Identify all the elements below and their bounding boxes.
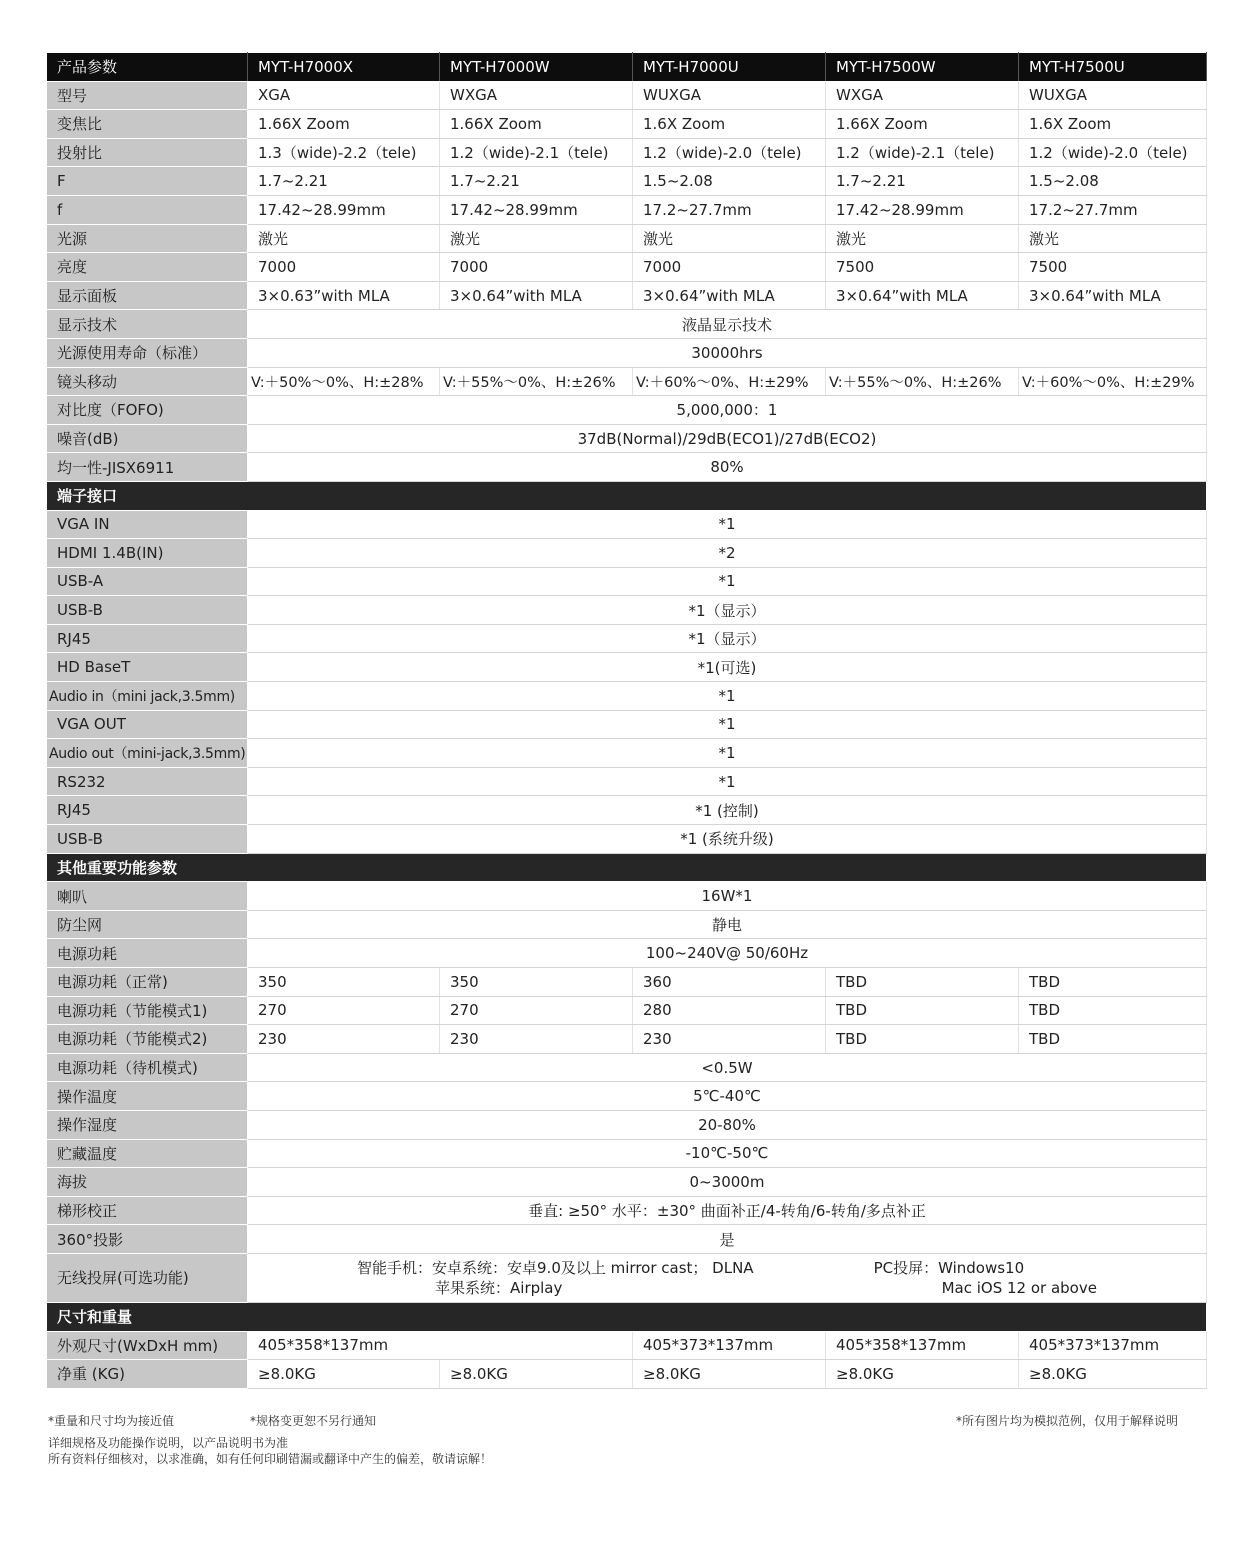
port-row xyxy=(47,539,1207,568)
row-label: 对比度（FOFO) xyxy=(47,396,248,425)
row-label: 操作温度 xyxy=(47,1082,248,1111)
spec-row xyxy=(47,1196,1207,1225)
cell-value: 270 xyxy=(248,996,440,1025)
row-label: 变焦比 xyxy=(47,110,248,139)
cell-value: ≥8.0KG xyxy=(440,1360,633,1389)
row-label: VGA IN xyxy=(47,510,248,539)
spec-row xyxy=(47,338,1207,367)
merged-value: *1（显示） xyxy=(248,596,1207,625)
port-row xyxy=(47,825,1207,854)
row-label: 型号 xyxy=(47,81,248,110)
row-label: RJ45 xyxy=(47,796,248,825)
row-label: RS232 xyxy=(47,767,248,796)
footnote-disclaimer: 所有资料仔细核对，以求准确，如有任何印刷错漏或翻译中产生的偏差，敬请谅解！ xyxy=(48,1452,493,1466)
footnote-images: *所有图片均为模拟范例，仅用于解释说明 xyxy=(956,1414,1179,1428)
cell-value: 3×0.63”with MLA xyxy=(248,281,440,310)
cell-value: 230 xyxy=(440,1025,633,1054)
spec-row xyxy=(47,1139,1207,1168)
cell-value: 1.2（wide)-2.0（tele) xyxy=(1019,138,1207,167)
row-label: Audio in（mini jack,3.5mm) xyxy=(47,682,248,711)
spec-row xyxy=(47,224,1207,253)
cell-value: 1.66X Zoom xyxy=(826,110,1019,139)
cell-value: WUXGA xyxy=(633,81,826,110)
cell-value: 1.6X Zoom xyxy=(633,110,826,139)
cell-value: 激光 xyxy=(826,224,1019,253)
spec-row xyxy=(47,424,1207,453)
cell-value: 270 xyxy=(440,996,633,1025)
port-row xyxy=(47,596,1207,625)
spec-row xyxy=(47,1082,1207,1111)
cell-value: 230 xyxy=(248,1025,440,1054)
spec-row xyxy=(47,281,1207,310)
model-name: MYT-H7000W xyxy=(440,53,633,82)
row-label: F xyxy=(47,167,248,196)
merged-value: <0.5W xyxy=(248,1053,1207,1082)
cell-value: XGA xyxy=(248,81,440,110)
row-label: 电源功耗（正常) xyxy=(47,968,248,997)
cell-value: 1.7~2.21 xyxy=(248,167,440,196)
spec-row xyxy=(47,110,1207,139)
spec-table xyxy=(46,52,1207,1389)
cell-value: 3×0.64”with MLA xyxy=(633,281,826,310)
port-row xyxy=(47,624,1207,653)
power-row xyxy=(47,1025,1207,1054)
row-label: 喇叭 xyxy=(47,882,248,911)
port-row xyxy=(47,653,1207,682)
spec-row xyxy=(47,195,1207,224)
port-row xyxy=(47,567,1207,596)
cell-value: 17.2~27.7mm xyxy=(633,195,826,224)
cell-value: 7000 xyxy=(633,253,826,282)
merged-value: -10℃-50℃ xyxy=(248,1139,1207,1168)
merged-value: *1（显示） xyxy=(248,624,1207,653)
merged-value: *1 xyxy=(248,710,1207,739)
merged-value: 37dB(Normal)/29dB(ECO1)/27dB(ECO2) xyxy=(248,424,1207,453)
spec-row xyxy=(47,910,1207,939)
cell-value: ≥8.0KG xyxy=(633,1360,826,1389)
model-name: MYT-H7500W xyxy=(826,53,1019,82)
port-row xyxy=(47,682,1207,711)
cell-value: 1.7~2.21 xyxy=(440,167,633,196)
header-label: 产品参数 xyxy=(47,53,248,82)
power-row xyxy=(47,996,1207,1025)
merged-value: *1(可选) xyxy=(248,653,1207,682)
merged-value: 垂直: ≥50° 水平：±30° 曲面补正/4-转角/6-转角/多点补正 xyxy=(248,1196,1207,1225)
row-label: Audio out（mini-jack,3.5mm) xyxy=(47,739,248,768)
spec-row xyxy=(47,81,1207,110)
cell-value: 激光 xyxy=(248,224,440,253)
port-row xyxy=(47,739,1207,768)
cell-value: 7000 xyxy=(248,253,440,282)
merged-value: *1 (系统升级) xyxy=(248,825,1207,854)
section-other-title: 其他重要功能参数 xyxy=(47,853,1207,882)
row-label: VGA OUT xyxy=(47,710,248,739)
row-label: USB-B xyxy=(47,825,248,854)
cell-value: V:＋50%～0%、H:±28% xyxy=(248,367,440,396)
footnote-approx: *重量和尺寸均为接近值 xyxy=(48,1414,175,1428)
wireless-android: 智能手机：安卓系统：安卓9.0及以上 mirror cast； DLNA xyxy=(357,1258,754,1277)
cell-value: 7500 xyxy=(1019,253,1207,282)
row-label: 电源功耗（节能模式2) xyxy=(47,1025,248,1054)
merged-value: 液晶显示技术 xyxy=(248,310,1207,339)
cell-value: 17.42~28.99mm xyxy=(826,195,1019,224)
port-row xyxy=(47,796,1207,825)
lens-shift-row xyxy=(47,367,1207,396)
cell-value: V:＋60%～0%、H:±29% xyxy=(633,367,826,396)
merged-value: 20-80% xyxy=(248,1110,1207,1139)
model-name: MYT-H7500U xyxy=(1019,53,1207,82)
merged-value: *1 (控制) xyxy=(248,796,1207,825)
merged-value: 16W*1 xyxy=(248,882,1207,911)
cell-value: 1.5~2.08 xyxy=(1019,167,1207,196)
port-row xyxy=(47,767,1207,796)
merged-value: 5℃-40℃ xyxy=(248,1082,1207,1111)
spec-row xyxy=(47,939,1207,968)
cell-value: 17.42~28.99mm xyxy=(248,195,440,224)
row-label: 光源 xyxy=(47,224,248,253)
row-label: 噪音(dB) xyxy=(47,424,248,453)
merged-value: *1 xyxy=(248,510,1207,539)
cell-value: 1.6X Zoom xyxy=(1019,110,1207,139)
wireless-mac: Mac iOS 12 or above xyxy=(941,1278,1097,1297)
cell-value: V:＋55%～0%、H:±26% xyxy=(440,367,633,396)
row-label: 净重 (KG) xyxy=(47,1360,248,1389)
port-row xyxy=(47,510,1207,539)
cell-value: 3×0.64”with MLA xyxy=(826,281,1019,310)
row-label: USB-B xyxy=(47,596,248,625)
cell-value: 1.5~2.08 xyxy=(633,167,826,196)
wireless-mobile xyxy=(357,1258,754,1298)
cell-value: 350 xyxy=(248,968,440,997)
cell-value: 405*358*137mm xyxy=(248,1331,633,1360)
cell-value: 激光 xyxy=(440,224,633,253)
row-label: 投射比 xyxy=(47,138,248,167)
merged-value: 静电 xyxy=(248,910,1207,939)
cell-value: 3×0.64”with MLA xyxy=(440,281,633,310)
row-label: 梯形校正 xyxy=(47,1196,248,1225)
merged-value: 0~3000m xyxy=(248,1168,1207,1197)
merged-value: *1 xyxy=(248,567,1207,596)
cell-value: WUXGA xyxy=(1019,81,1207,110)
cell-value: 1.2（wide)-2.0（tele) xyxy=(633,138,826,167)
row-label: 电源功耗（节能模式1) xyxy=(47,996,248,1025)
cell-value: 405*373*137mm xyxy=(1019,1331,1207,1360)
merged-value: 100~240V@ 50/60Hz xyxy=(248,939,1207,968)
cell-value: TBD xyxy=(826,1025,1019,1054)
row-label: 360°投影 xyxy=(47,1225,248,1254)
cell-value: TBD xyxy=(826,968,1019,997)
spec-row xyxy=(47,1110,1207,1139)
row-label: 显示技术 xyxy=(47,310,248,339)
cell-value: 7000 xyxy=(440,253,633,282)
header-row xyxy=(47,53,1207,82)
merged-value: 30000hrs xyxy=(248,338,1207,367)
row-label: 镜头移动 xyxy=(47,367,248,396)
port-row xyxy=(47,710,1207,739)
spec-row xyxy=(47,310,1207,339)
cell-value: ≥8.0KG xyxy=(826,1360,1019,1389)
merged-value: 5,000,000：1 xyxy=(248,396,1207,425)
cell-value: V:＋55%～0%、H:±26% xyxy=(826,367,1019,396)
row-label: 电源功耗 xyxy=(47,939,248,968)
spec-row xyxy=(47,253,1207,282)
merged-value: 是 xyxy=(248,1225,1207,1254)
row-label: 亮度 xyxy=(47,253,248,282)
row-label: 海拔 xyxy=(47,1168,248,1197)
cell-value: 1.3（wide)-2.2（tele) xyxy=(248,138,440,167)
cell-value: V:＋60%～0%、H:±29% xyxy=(1019,367,1207,396)
weight-row xyxy=(47,1360,1207,1389)
cell-value: TBD xyxy=(1019,1025,1207,1054)
row-label: 无线投屏(可选功能) xyxy=(47,1253,248,1302)
merged-value: *1 xyxy=(248,739,1207,768)
spec-row xyxy=(47,396,1207,425)
spec-row xyxy=(47,453,1207,482)
row-label: 光源使用寿命（标准） xyxy=(47,338,248,367)
row-label: 均一性-JISX6911 xyxy=(47,453,248,482)
merged-value: *2 xyxy=(248,539,1207,568)
spec-row xyxy=(47,882,1207,911)
cell-value: 405*358*137mm xyxy=(826,1331,1019,1360)
wireless-value xyxy=(248,1253,1207,1302)
cell-value: WXGA xyxy=(826,81,1019,110)
merged-value: *1 xyxy=(248,767,1207,796)
cell-value: ≥8.0KG xyxy=(248,1360,440,1389)
cell-value: 3×0.64”with MLA xyxy=(1019,281,1207,310)
spec-row xyxy=(47,138,1207,167)
row-label: 贮藏温度 xyxy=(47,1139,248,1168)
row-label: 外观尺寸(WxDxH mm) xyxy=(47,1331,248,1360)
cell-value: 1.66X Zoom xyxy=(440,110,633,139)
size-row xyxy=(47,1331,1207,1360)
row-label: 显示面板 xyxy=(47,281,248,310)
model-name: MYT-H7000U xyxy=(633,53,826,82)
cell-value: 405*373*137mm xyxy=(633,1331,826,1360)
row-label: RJ45 xyxy=(47,624,248,653)
section-ports-title: 端子接口 xyxy=(47,481,1207,510)
spec-row xyxy=(47,1225,1207,1254)
cell-value: 激光 xyxy=(1019,224,1207,253)
cell-value: TBD xyxy=(826,996,1019,1025)
cell-value: WXGA xyxy=(440,81,633,110)
cell-value: TBD xyxy=(1019,968,1207,997)
footnote-manual: 详细规格及功能操作说明，以产品说明书为准 xyxy=(48,1436,289,1450)
cell-value: 230 xyxy=(633,1025,826,1054)
cell-value: 7500 xyxy=(826,253,1019,282)
row-label: 电源功耗（待机模式) xyxy=(47,1053,248,1082)
cell-value: 360 xyxy=(633,968,826,997)
cell-value: 激光 xyxy=(633,224,826,253)
row-label: HD BaseT xyxy=(47,653,248,682)
row-label: f xyxy=(47,195,248,224)
cell-value: 1.7~2.21 xyxy=(826,167,1019,196)
cell-value: 350 xyxy=(440,968,633,997)
row-label: 防尘网 xyxy=(47,910,248,939)
merged-value: 80% xyxy=(248,453,1207,482)
cell-value: 1.2（wide)-2.1（tele) xyxy=(826,138,1019,167)
model-name: MYT-H7000X xyxy=(248,53,440,82)
cell-value: 17.42~28.99mm xyxy=(440,195,633,224)
wireless-pc xyxy=(874,1258,1097,1298)
cell-value: 1.2（wide)-2.1（tele) xyxy=(440,138,633,167)
row-label: HDMI 1.4B(IN) xyxy=(47,539,248,568)
wireless-row xyxy=(47,1253,1207,1302)
cell-value: TBD xyxy=(1019,996,1207,1025)
wireless-windows: PC投屏：Windows10 xyxy=(873,1258,1025,1277)
section-other xyxy=(47,853,1207,882)
spec-row xyxy=(47,167,1207,196)
cell-value: 280 xyxy=(633,996,826,1025)
section-ports xyxy=(47,481,1207,510)
cell-value: 17.2~27.7mm xyxy=(1019,195,1207,224)
row-label: 操作湿度 xyxy=(47,1110,248,1139)
section-size xyxy=(47,1302,1207,1331)
cell-value: 1.66X Zoom xyxy=(248,110,440,139)
section-size-title: 尺寸和重量 xyxy=(47,1302,1207,1331)
wireless-ios: 苹果系统：Airplay xyxy=(435,1278,563,1297)
row-label: USB-A xyxy=(47,567,248,596)
footnote-spec-change: *规格变更恕不另行通知 xyxy=(250,1414,377,1428)
power-row xyxy=(47,968,1207,997)
merged-value: *1 xyxy=(248,682,1207,711)
spec-row xyxy=(47,1053,1207,1082)
spec-row xyxy=(47,1168,1207,1197)
cell-value: ≥8.0KG xyxy=(1019,1360,1207,1389)
